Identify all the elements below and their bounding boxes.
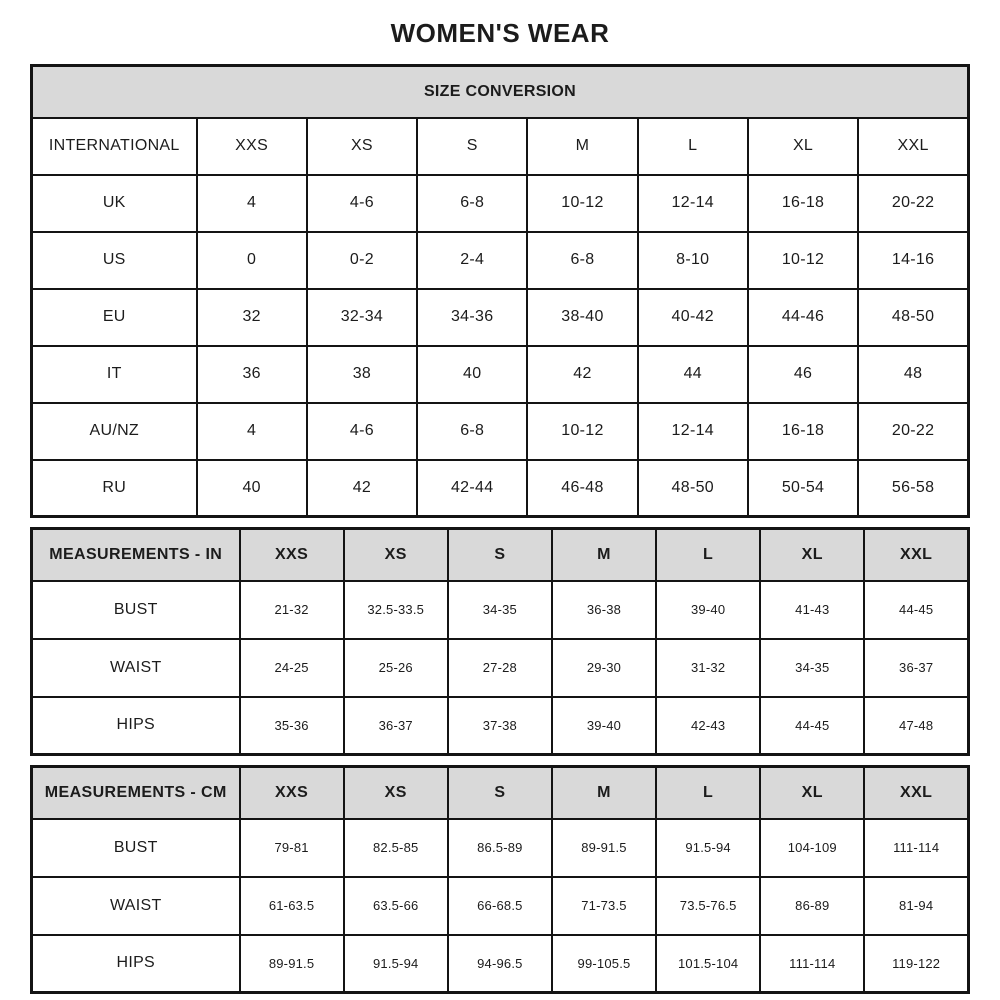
page-title: WOMEN'S WEAR	[390, 18, 610, 48]
row-label: HIPS	[32, 697, 240, 755]
cell-value: 10-12	[748, 232, 858, 289]
size-column-header: XXS	[240, 529, 344, 581]
table-row	[32, 935, 969, 993]
table-row	[32, 639, 969, 697]
cell-value: 36	[197, 346, 307, 403]
table-row	[32, 346, 969, 403]
cell-value: 36-37	[344, 697, 448, 755]
cell-value: 39-40	[552, 697, 656, 755]
cell-value: 27-28	[448, 639, 552, 697]
row-label: UK	[32, 175, 197, 232]
row-label: BUST	[32, 581, 240, 639]
size-column-header: XL	[760, 767, 864, 819]
cell-value: 104-109	[760, 819, 864, 877]
cell-value: 16-18	[748, 175, 858, 232]
size-column-header: XS	[344, 767, 448, 819]
cell-value: 31-32	[656, 639, 760, 697]
measurements-in-header-row	[32, 529, 969, 581]
cell-value: 47-48	[864, 697, 968, 755]
table-row	[32, 581, 969, 639]
cell-value: 40	[197, 460, 307, 517]
size-column-header: S	[417, 118, 527, 175]
cell-value: 4	[197, 403, 307, 460]
size-column-header: M	[552, 767, 656, 819]
cell-value: 81-94	[864, 877, 968, 935]
cell-value: 40	[417, 346, 527, 403]
cell-value: 4	[197, 175, 307, 232]
cell-value: 41-43	[760, 581, 864, 639]
cell-value: 20-22	[858, 403, 968, 460]
cell-value: 38	[307, 346, 417, 403]
cell-value: 111-114	[760, 935, 864, 993]
cell-value: 42	[307, 460, 417, 517]
cell-value: 44-45	[760, 697, 864, 755]
cell-value: 94-96.5	[448, 935, 552, 993]
row-label: IT	[32, 346, 197, 403]
cell-value: 71-73.5	[552, 877, 656, 935]
cell-value: 35-36	[240, 697, 344, 755]
cell-value: 101.5-104	[656, 935, 760, 993]
cell-value: 61-63.5	[240, 877, 344, 935]
cell-value: 48-50	[858, 289, 968, 346]
cell-value: 16-18	[748, 403, 858, 460]
size-conversion-table	[30, 64, 970, 518]
cell-value: 32-34	[307, 289, 417, 346]
size-column-header: XS	[344, 529, 448, 581]
cell-value: 0-2	[307, 232, 417, 289]
size-conversion-banner-row	[32, 66, 969, 118]
cell-value: 111-114	[864, 819, 968, 877]
cell-value: 2-4	[417, 232, 527, 289]
cell-value: 63.5-66	[344, 877, 448, 935]
cell-value: 10-12	[527, 175, 637, 232]
cell-value: 34-35	[760, 639, 864, 697]
row-label: HIPS	[32, 935, 240, 993]
measurements-in-table	[30, 527, 970, 756]
size-conversion-banner: SIZE CONVERSION	[32, 66, 969, 118]
size-column-header: XXL	[858, 118, 968, 175]
cell-value: 21-32	[240, 581, 344, 639]
cell-value: 91.5-94	[344, 935, 448, 993]
cell-value: 36-37	[864, 639, 968, 697]
size-column-header: S	[448, 529, 552, 581]
size-column-header: XS	[307, 118, 417, 175]
size-column-header: S	[448, 767, 552, 819]
cell-value: 32.5-33.5	[344, 581, 448, 639]
table-row	[32, 819, 969, 877]
size-column-header: XXS	[197, 118, 307, 175]
size-column-header: XXS	[240, 767, 344, 819]
cell-value: 86-89	[760, 877, 864, 935]
cell-value: 91.5-94	[656, 819, 760, 877]
cell-value: 42	[527, 346, 637, 403]
size-column-header: L	[638, 118, 748, 175]
cell-value: 40-42	[638, 289, 748, 346]
cell-value: 46-48	[527, 460, 637, 517]
size-column-header: M	[527, 118, 637, 175]
cell-value: 38-40	[527, 289, 637, 346]
size-column-header: L	[656, 529, 760, 581]
cell-value: 12-14	[638, 403, 748, 460]
table-row	[32, 403, 969, 460]
cell-value: 37-38	[448, 697, 552, 755]
cell-value: 89-91.5	[552, 819, 656, 877]
cell-value: 8-10	[638, 232, 748, 289]
size-column-header: XL	[760, 529, 864, 581]
cell-value: 66-68.5	[448, 877, 552, 935]
row-label: BUST	[32, 819, 240, 877]
cell-value: 0	[197, 232, 307, 289]
cell-value: 44-46	[748, 289, 858, 346]
cell-value: 86.5-89	[448, 819, 552, 877]
cell-value: 25-26	[344, 639, 448, 697]
cell-value: 73.5-76.5	[656, 877, 760, 935]
cell-value: 34-36	[417, 289, 527, 346]
size-column-header: M	[552, 529, 656, 581]
row-label: US	[32, 232, 197, 289]
cell-value: 6-8	[417, 403, 527, 460]
cell-value: 4-6	[307, 175, 417, 232]
cell-value: 6-8	[417, 175, 527, 232]
cell-value: 50-54	[748, 460, 858, 517]
cell-value: 119-122	[864, 935, 968, 993]
size-column-header: L	[656, 767, 760, 819]
table-row	[32, 175, 969, 232]
row-label: AU/NZ	[32, 403, 197, 460]
cell-value: 36-38	[552, 581, 656, 639]
cell-value: 48-50	[638, 460, 748, 517]
cell-value: 20-22	[858, 175, 968, 232]
cell-value: 89-91.5	[240, 935, 344, 993]
cell-value: 10-12	[527, 403, 637, 460]
size-column-header: XXL	[864, 529, 968, 581]
cell-value: 79-81	[240, 819, 344, 877]
cell-value: 29-30	[552, 639, 656, 697]
table-row	[32, 877, 969, 935]
size-conversion-header-row	[32, 118, 969, 175]
size-conversion-body	[32, 118, 969, 517]
row-label: EU	[32, 289, 197, 346]
cell-value: 48	[858, 346, 968, 403]
cell-value: 4-6	[307, 403, 417, 460]
measurements-cm-table	[30, 765, 970, 994]
measurements-cm-body	[32, 767, 969, 993]
measurements-cm-header-row	[32, 767, 969, 819]
size-column-header: XL	[748, 118, 858, 175]
table-header-label: MEASUREMENTS - CM	[32, 767, 240, 819]
cell-value: 44	[638, 346, 748, 403]
cell-value: 82.5-85	[344, 819, 448, 877]
cell-value: 42-44	[417, 460, 527, 517]
row-label: RU	[32, 460, 197, 517]
measurements-in-body	[32, 529, 969, 755]
cell-value: 24-25	[240, 639, 344, 697]
table-header-label: MEASUREMENTS - IN	[32, 529, 240, 581]
cell-value: 56-58	[858, 460, 968, 517]
cell-value: 14-16	[858, 232, 968, 289]
cell-value: 42-43	[656, 697, 760, 755]
row-label: WAIST	[32, 639, 240, 697]
cell-value: 12-14	[638, 175, 748, 232]
size-column-header: XXL	[864, 767, 968, 819]
cell-value: 44-45	[864, 581, 968, 639]
cell-value: 6-8	[527, 232, 637, 289]
table-row	[32, 460, 969, 517]
cell-value: 34-35	[448, 581, 552, 639]
table-row	[32, 289, 969, 346]
table-row	[32, 697, 969, 755]
cell-value: 32	[197, 289, 307, 346]
cell-value: 46	[748, 346, 858, 403]
table-header-label: INTERNATIONAL	[32, 118, 197, 175]
row-label: WAIST	[32, 877, 240, 935]
cell-value: 39-40	[656, 581, 760, 639]
cell-value: 99-105.5	[552, 935, 656, 993]
table-row	[32, 232, 969, 289]
